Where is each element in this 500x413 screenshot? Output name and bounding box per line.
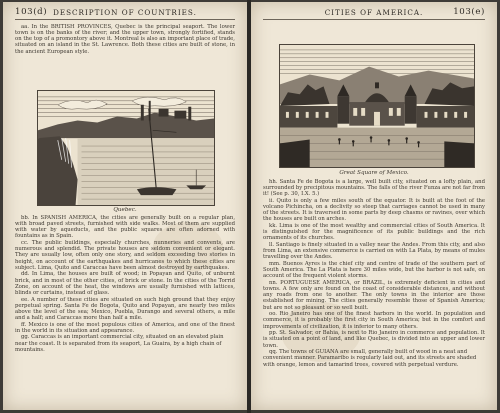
- paragraph-kk: kk. Lima is one of the most wealthy and commercial cities of South America. It is distinguished for the magnificence of its public buildings and the rich ornaments of its churches.: [263, 223, 485, 242]
- paragraph-ll: ll. Santiago is finely situated in a valley near the Andes. From this city, and also from Lima, an extensive commerce is carried on with La Plata, by means of mules travelling over the Andes.: [263, 242, 485, 261]
- paragraph-hh: hh. Santa Fe de Bogota is a large, well built city, situated on a lofty plain, and surrounded by precipitous mountains. The falls of the river Funza are not far from it! (See p. 30, I.X. 5.): [263, 179, 485, 198]
- left-page-header: [15, 6, 235, 20]
- left-body-text: [15, 215, 235, 353]
- right-page-header: [263, 6, 485, 20]
- paragraph-nn: nn. PORTUGUESE AMERICA, or BRAZIL, is extremely deficient in cities and towns. A few only are found on the coast of considerable distances, and without any roads from one to another. The only towns in the interior are those established for mining. The cities generally resemble those of Spanish America; but are not so pleasant or so well built.: [263, 280, 485, 311]
- right-running-title: CITIES OF AMERICA.: [324, 8, 424, 17]
- paragraph-oo: oo. Rio Janeiro has one of the finest harbors in the world. In population and commerce, it is probably the first city in South America; but in the comfort and improvements of civilization, it is inferior to many others.: [263, 311, 485, 330]
- mexico-square-engraving: [279, 44, 475, 168]
- paragraph-aa: aa. In the BRITISH PROVINCES, Quebec is the principal seaport. The lower town is on the banks of the river; and the upper town, strongly fortified, stands on the top of a promontory above it. Montreal is also an important place of trade, situated on an island in the St. Lawrence. Both these cities are built of stone, in the ancient European style.: [15, 24, 235, 55]
- quebec-caption: Quebec.: [113, 207, 137, 213]
- paragraph-gg: gg. Caraccas is an important commercial city, situated on an elevated plain near the coast. It is separated from its seaport, La Guaira, by a high chain of mountains.: [15, 334, 224, 353]
- right-page-number: 103(e): [453, 7, 485, 17]
- left-page-number: 103(d): [15, 7, 48, 17]
- paragraph-bb: bb. In SPANISH AMERICA, the cities are generally built on a regular plan, with broad paved streets, furnished with side walks. Most of them are supplied with water by aqueducts, and the public squares are often adorned with fountains as in Spain.: [15, 215, 235, 240]
- right-page: [251, 2, 497, 410]
- paragraph-ff: ff. Mexico is one of the most populous cities of America, and one of the finest in the world in its situation and appearance.: [15, 321, 235, 334]
- quebec-illustration: [38, 91, 214, 205]
- paragraph-dd: dd. In Lima, the houses are built of wood; in Popayan and Quito, of unburnt brick, and in most of the other cities, of brick or stone. In the cities of the Torrid Zone, on account of the heat, the windows are usually furnished with lattices, blinds or curtains, instead of glass.: [15, 271, 235, 296]
- paragraph-mm: mm. Buenos Ayres is the chief city and centre of trade of the southern part of South America. The La Plata is here 30 miles wide, but the harbor is not safe, on account of the frequent violent storms.: [263, 261, 485, 280]
- paragraph-qq: qq. The towns of GUIANA are small, generally built of wood in a neat and convenient manner. Paramaribo is regularly laid out, and its streets are shaded with orange, lemon and tamarind trees, covered with perpetual verdure.: [263, 349, 477, 368]
- paragraph-ii: ii. Quito is only a few miles south of the equator. It is built at the foot of the volcano Pichincha, on a declivity so steep that carriages cannot be used in many of the streets. It is traversed in some parts by deep chasms or ravines, over which the houses are built on arches.: [263, 197, 485, 223]
- left-intro-text: [15, 24, 235, 55]
- right-body-text: [263, 179, 485, 368]
- paragraph-pp: pp. St. Salvador, or Bahia, is next to Rio Janeiro in commerce and population. It is situated on a point of land, and like Quebec, is divided into an upper and lower town.: [263, 330, 485, 349]
- paragraph-ee: ee. A number of these cities are situated on such high ground that they enjoy perpetual spring. Santa Fe de Bogota, Quito and Popayan, are nearly two miles above the level of the sea; Mexico, Puebla, Durango and several others, a mile and a half; and Caraccas more than half a mile.: [15, 296, 235, 321]
- mexico-square-caption: Great Square of Mexico.: [339, 170, 409, 176]
- left-page: [3, 2, 247, 410]
- left-running-title: DESCRIPTION OF COUNTRIES.: [53, 8, 197, 17]
- quebec-engraving: [37, 90, 215, 206]
- mexico-square-illustration: [280, 45, 474, 167]
- paragraph-cc: cc. The public buildings, especially churches, nunneries and convents, are numerous and splendid. The private houses are seldom convenient or elegant. They are usually low, often only one story, and seldom exceeding two stories in height, on account of the earthquakes and hurricanes to which these cities are subject. Lima, Quito and Caraccas have been almost destroyed by earthquakes.: [15, 240, 235, 271]
